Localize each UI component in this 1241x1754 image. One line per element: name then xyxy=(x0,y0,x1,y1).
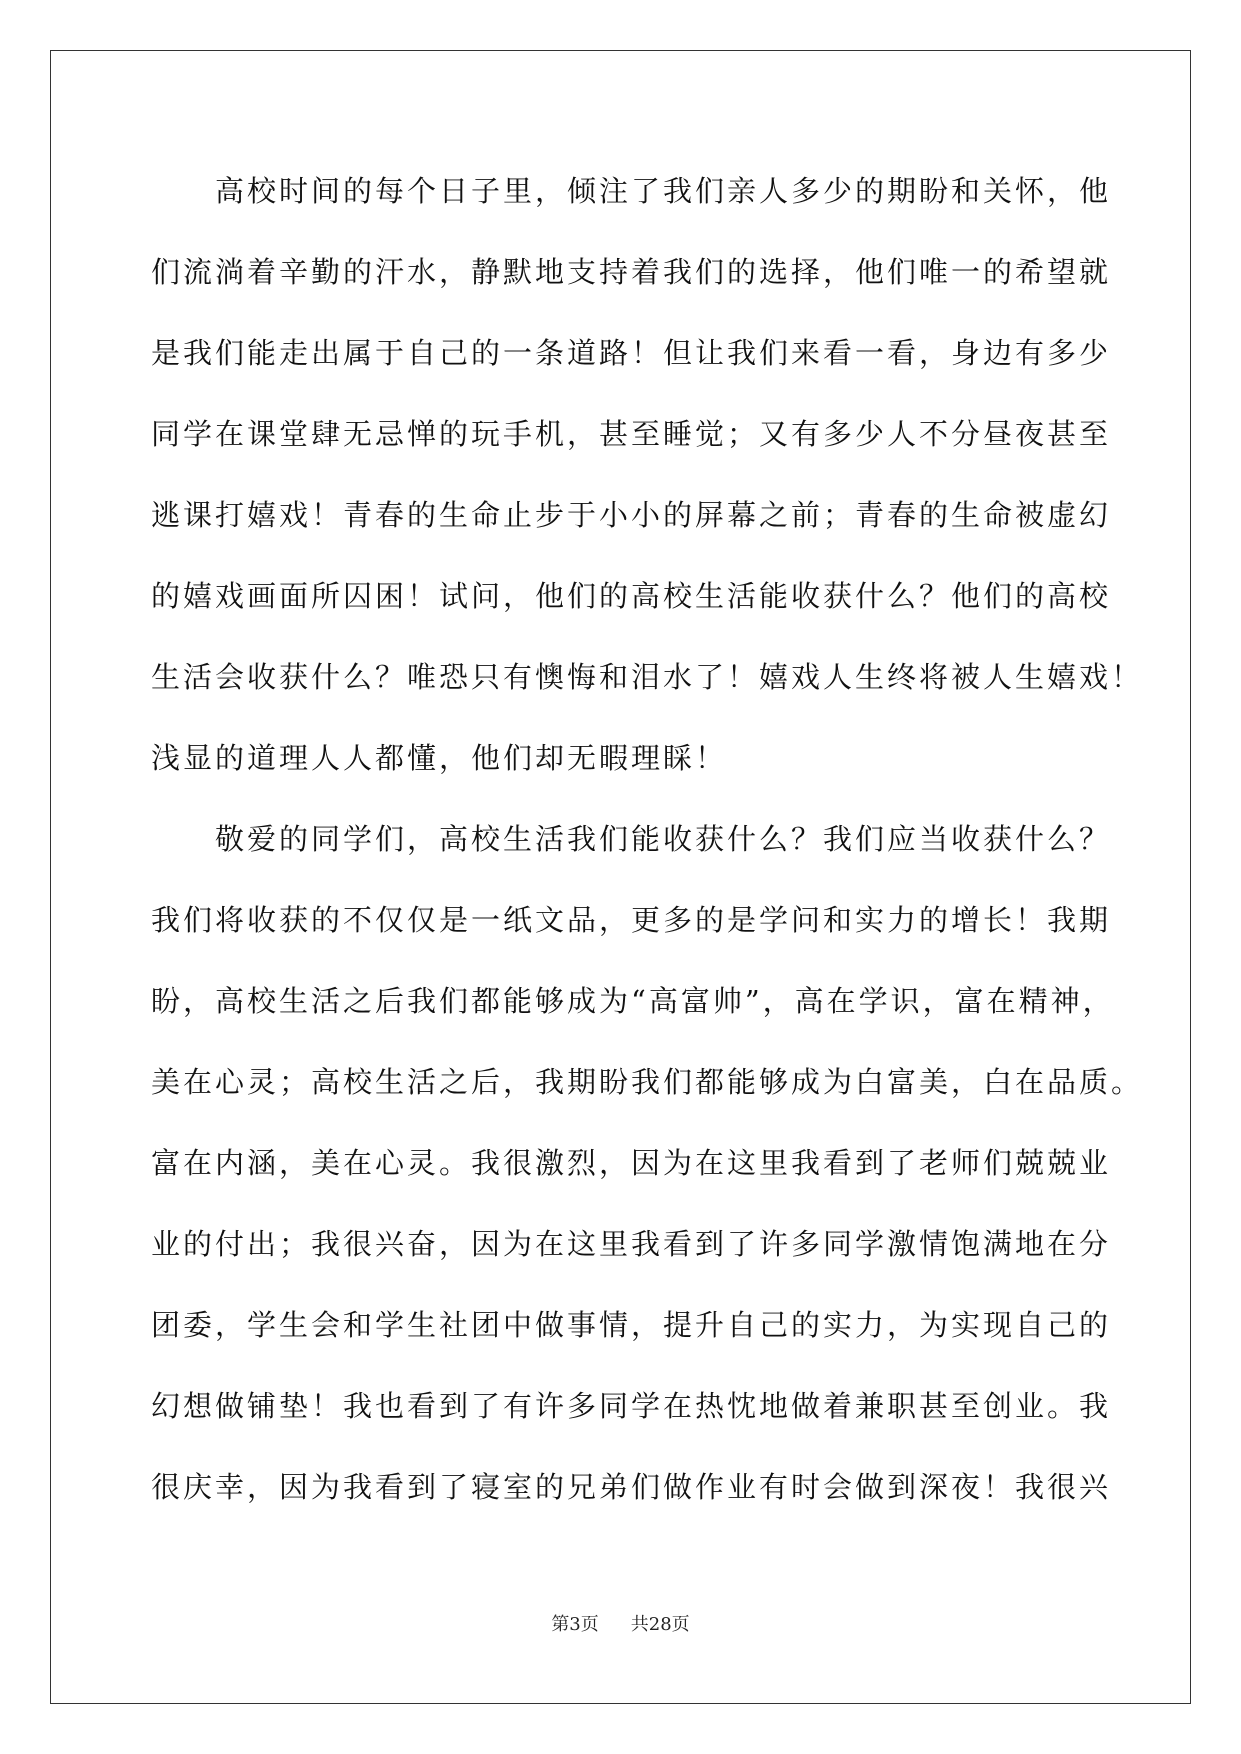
paragraph-2-line-9: 很庆幸，因为我看到了寝室的兄弟们做作业有时会做到深夜！我很兴 xyxy=(151,1470,1112,1504)
paragraph-1-line-4: 同学在课堂肆无忌惮的玩手机，甚至睡觉；又有多少人不分昼夜甚至 xyxy=(151,417,1112,451)
paragraph-2-line-6: 业的付出；我很兴奋，因为在这里我看到了许多同学激情饱满地在分 xyxy=(151,1227,1112,1261)
paragraph-2-line-2: 我们将收获的不仅仅是一纸文品，更多的是学问和实力的增长！我期 xyxy=(151,903,1112,937)
paragraph-2-line-7: 团委，学生会和学生社团中做事情，提升自己的实力，为实现自己的 xyxy=(151,1308,1112,1342)
paragraph-1-line-8: 浅显的道理人人都懂，他们却无暇理睬！ xyxy=(151,741,728,775)
paragraph-2-line-4: 美在心灵；高校生活之后，我期盼我们都能够成为白富美，白在品质。 xyxy=(151,1065,1144,1099)
paragraph-1-line-5: 逃课打嬉戏！青春的生命止步于小小的屏幕之前；青春的生命被虚幻 xyxy=(151,498,1112,532)
document-body xyxy=(151,162,1144,1539)
paragraph-1-line-2: 们流淌着辛勤的汗水，静默地支持着我们的选择，他们唯一的希望就 xyxy=(151,255,1112,289)
paragraph-1-line-6: 的嬉戏画面所囚困！试问，他们的高校生活能收获什么？他们的高校 xyxy=(151,579,1112,613)
paragraph-1-line-7: 生活会收获什么？唯恐只有懊悔和泪水了！嬉戏人生终将被人生嬉戏！ xyxy=(151,660,1144,694)
paragraph-2-line-1: 敬爱的同学们，高校生活我们能收获什么？我们应当收获什么？ xyxy=(215,822,1112,856)
paragraph-2-line-8: 幻想做铺垫！我也看到了有许多同学在热忱地做着兼职甚至创业。我 xyxy=(151,1389,1112,1423)
page-footer xyxy=(0,1610,1241,1636)
paragraph-2-line-5: 富在内涵，美在心灵。我很激烈，因为在这里我看到了老师们兢兢业 xyxy=(151,1146,1112,1180)
paragraph-1-line-3: 是我们能走出属于自己的一条道路！但让我们来看一看，身边有多少 xyxy=(151,336,1112,370)
page-total: 共28页 xyxy=(630,1614,690,1635)
paragraph-2-line-3: 盼，高校生活之后我们都能够成为“高富帅”，高在学识，富在精神， xyxy=(151,984,1115,1018)
paragraph-1-line-1: 高校时间的每个日子里，倾注了我们亲人多少的期盼和关怀，他 xyxy=(215,174,1112,208)
page-number: 第3页 xyxy=(551,1614,599,1635)
